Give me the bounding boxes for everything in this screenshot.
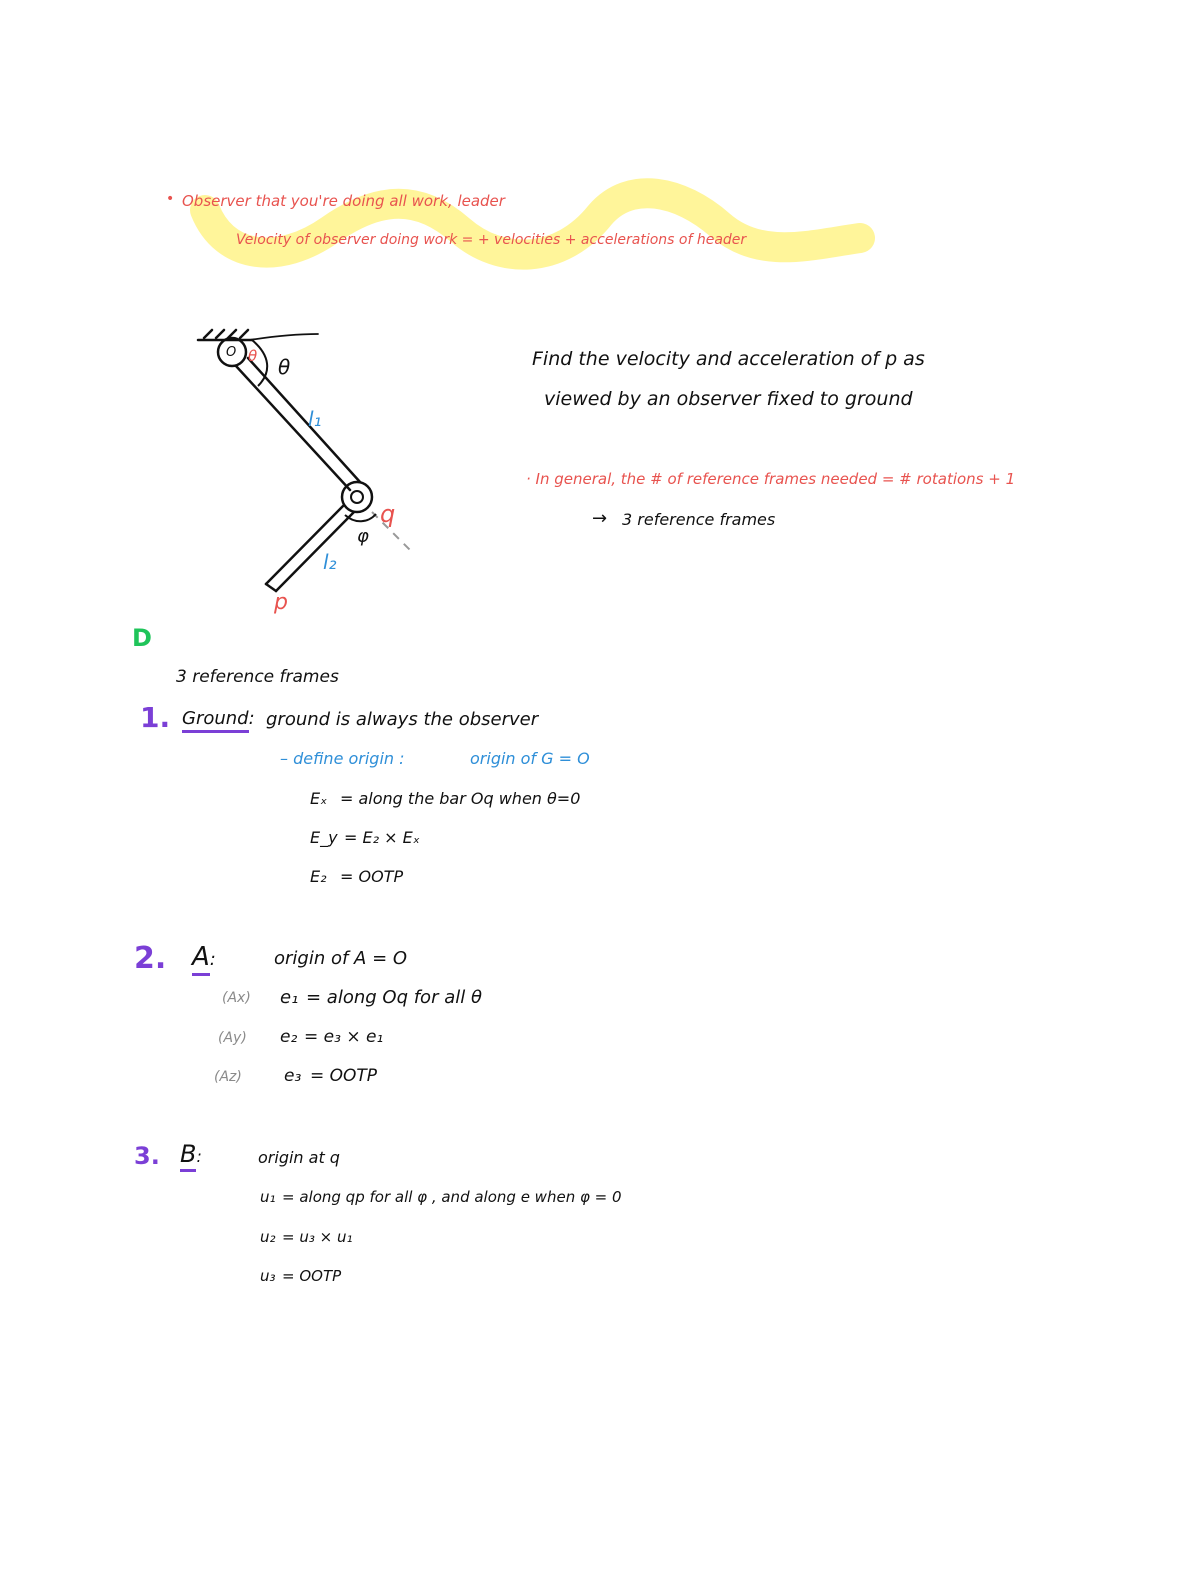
frame-b-row-1-eq: = along qp for all φ , and along e when φ = 0	[282, 1188, 622, 1206]
frame-a-number: 2.	[134, 941, 167, 976]
frame-a-row-1-eq: = along Oq for all θ	[306, 987, 482, 1008]
frame-b-row-1-label: u₁	[260, 1188, 276, 1206]
frame-b-colon: :	[196, 1147, 202, 1166]
frame-a-name: A	[192, 942, 210, 976]
joint-q-outer	[342, 482, 372, 512]
label-p: p	[274, 590, 288, 615]
frame-b-row-3-eq: = OOTP	[282, 1267, 342, 1285]
frame-a-origin: origin of A = O	[274, 948, 408, 969]
problem-line-1: Find the velocity and acceleration of p as	[532, 348, 925, 370]
label-l1: l₁	[308, 407, 322, 431]
label-o: O	[226, 345, 237, 360]
problem-line-2: viewed by an observer fixed to ground	[544, 388, 913, 410]
frame-b-row-2-label: u₂	[260, 1228, 276, 1246]
frame-b-row-3-label: u₃	[260, 1267, 276, 1285]
frame-a-row-3-eq: = OOTP	[310, 1066, 378, 1086]
bar-l2	[266, 505, 354, 591]
frame-a-row-1-label: e₁	[280, 987, 299, 1008]
ground-ex-eq: = along the bar Oq when θ=0	[340, 789, 581, 808]
label-phi: φ	[357, 526, 369, 547]
frame-b-number: 3.	[134, 1142, 160, 1170]
ground-name: Ground	[182, 708, 249, 733]
ground-ey-label: E_y	[310, 828, 338, 847]
frames-count-note: 3 reference frames	[622, 510, 776, 529]
bar-l1	[236, 355, 360, 490]
label-q: q	[380, 500, 396, 528]
label-l2: l₂	[323, 550, 337, 574]
label-theta: θ	[278, 355, 291, 379]
general-note: · In general, the # of reference frames needed = # rotations + 1	[526, 470, 1016, 488]
ground-title	[182, 710, 255, 728]
joint-q-inner	[351, 491, 363, 503]
label-theta-small: θ	[248, 347, 258, 365]
ground-ex-label: Eₓ	[310, 789, 328, 808]
frame-a-row-2-tag: (Ay)	[218, 1030, 247, 1046]
frame-a-row-2-eq: = e₃ × e₁	[304, 1027, 384, 1047]
frame-a-row-2-label: e₂	[280, 1027, 298, 1047]
ground-ez-eq: = OOTP	[340, 867, 404, 886]
frame-b-title	[180, 1142, 202, 1166]
frame-b-row-2-eq: = u₃ × u₁	[282, 1228, 353, 1246]
ground-number: 1.	[140, 701, 171, 734]
step-marker: D	[132, 624, 152, 652]
ground-description: ground is always the observer	[266, 709, 539, 730]
frame-a-title	[192, 944, 216, 970]
ground-colon: :	[248, 708, 255, 729]
frame-a-row-3-tag: (Az)	[214, 1069, 242, 1085]
ground-define-origin: – define origin :	[280, 749, 405, 768]
ground-support	[198, 330, 318, 340]
highlight-line-1: Observer that you're doing all work, leader	[182, 192, 505, 210]
frame-a-colon: :	[209, 949, 216, 970]
frame-b-origin: origin at q	[258, 1148, 340, 1167]
frames-heading: 3 reference frames	[176, 667, 339, 687]
ground-ez-label: E₂	[310, 867, 327, 886]
highlight-bullet: •	[166, 191, 175, 207]
highlight-line-2: Velocity of observer doing work = + velocities + accelerations of header	[236, 232, 747, 248]
ground-origin: origin of G = O	[470, 749, 590, 768]
ground-ey-eq: = E₂ × Eₓ	[344, 828, 420, 847]
frame-a-row-1-tag: (Ax)	[222, 990, 251, 1006]
frame-b-name: B	[180, 1140, 196, 1172]
arrow-icon: →	[592, 508, 608, 529]
frame-a-row-3-label: e₃	[284, 1066, 302, 1086]
